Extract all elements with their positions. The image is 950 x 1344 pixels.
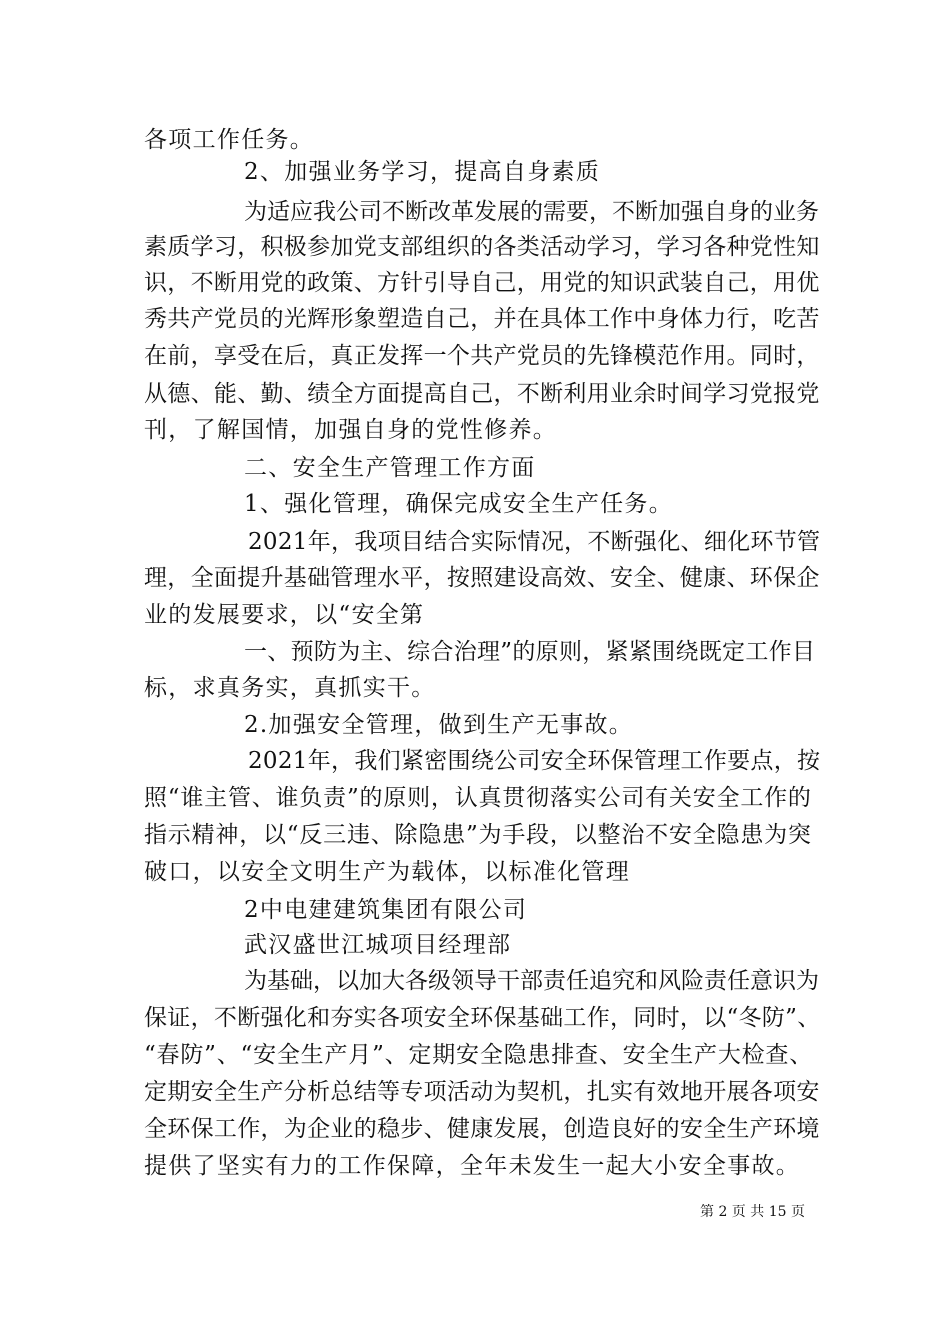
text-line: 保证，不断强化和夯实各项安全环保基础工作，同时，以“冬防”、 [144,1005,821,1031]
company-name: 2中电建建筑集团有限公司 [244,897,528,923]
text-line: 2021年，我们紧密围绕公司安全环保管理工作要点，按 [248,748,821,774]
text-line: 秀共产党员的光辉形象塑造自己，并在具体工作中身体力行，吃苦 [144,306,820,332]
page-number: 第 2 页 共 15 页 [700,1204,805,1220]
text-line: 业的发展要求，以“安全第 [144,602,425,628]
department-name: 武汉盛世江城项目经理部 [244,932,512,958]
section-heading: 2.加强安全管理，做到生产无事故。 [244,712,634,738]
text-line: 全环保工作，为企业的稳步、健康发展，创造良好的安全生产环境 [144,1116,820,1142]
text-line: 在前，享受在后，真正发挥一个共产党员的先锋模范作用。同时， [144,343,820,369]
text-line: 提供了坚实有力的工作保障，全年未发生一起大小安全事故。 [144,1153,801,1179]
text-line: 定期安全生产分析总结等专项活动为契机，扎实有效地开展各项安 [144,1079,820,1105]
text-line: 识，不断用党的政策、方针引导自己，用党的知识武装自己，用优 [144,270,820,296]
text-line: 为基础，以加大各级领导干部责任追究和风险责任意识为 [244,968,819,994]
section-heading: 1、强化管理，确保完成安全生产任务。 [244,491,674,517]
text-line: 刊，了解国情，加强自身的党性修养。 [144,417,558,443]
text-line: 一、预防为主、综合治理”的原则，紧紧围绕既定工作目 [244,639,816,665]
text-line: 2021年，我项目结合实际情况，不断强化、细化环节管 [248,529,821,555]
text-line: 从德、能、勤、绩全方面提高自己，不断利用业余时间学习党报党 [144,381,820,407]
text-line: 各项工作任务。 [144,127,315,153]
text-line: 理，全面提升基础管理水平，按照建设高效、安全、健康、环保企 [144,565,820,591]
text-line: 为适应我公司不断改革发展的需要，不断加强自身的业务 [244,199,819,225]
text-line: 破口，以安全文明生产为载体，以标准化管理 [144,859,630,885]
section-heading: 2、加强业务学习，提高自身素质 [244,159,601,185]
section-heading: 二、安全生产管理工作方面 [244,455,536,481]
text-line: 照“谁主管、谁负责”的原则，认真贯彻落实公司有关安全工作的 [144,785,812,811]
text-line: 标，求真务实，真抓实干。 [144,675,436,701]
text-line: “春防”、“安全生产月”、定期安全隐患排查、安全生产大检查、 [144,1042,814,1068]
text-line: 素质学习，积极参加党支部组织的各类活动学习，学习各种党性知 [144,234,820,260]
text-line: 指示精神，以“反三违、除隐患”为手段，以整治不安全隐患为突 [144,822,812,848]
